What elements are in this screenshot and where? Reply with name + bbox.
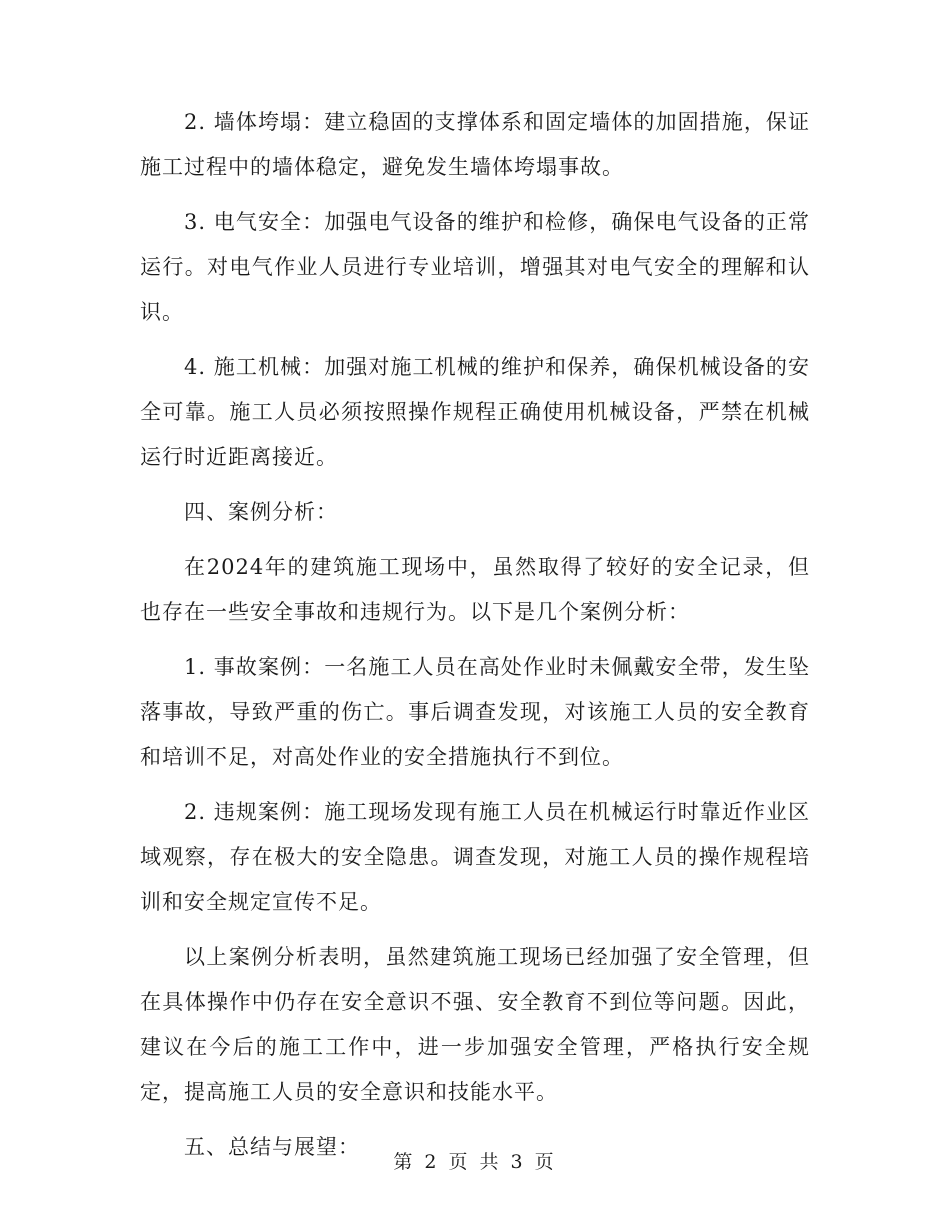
- paragraph-case-intro: 在2024年的建筑施工现场中，虽然取得了较好的安全记录，但也存在一些安全事故和违规行为。以下是几个案例分析：: [140, 555, 810, 624]
- paragraph-violation-case: 2. 违规案例：施工现场发现有施工人员在机械运行时靠近作业区域观察，存在极大的安全隐患。调查发现，对施工人员的操作规程培训和安全规定宣传不足。: [140, 800, 810, 914]
- section-heading-case-analysis: 四、案例分析：: [184, 500, 338, 524]
- paragraph-accident-case: 1. 事故案例：一名施工人员在高处作业时未佩戴安全带，发生坠落事故，导致严重的伤亡。事后调查发现，对该施工人员的安全教育和培训不足，对高处作业的安全措施执行不到位。: [140, 655, 810, 769]
- paragraph-electrical-safety: 3. 电气安全：加强电气设备的维护和检修，确保电气设备的正常运行。对电气作业人员进行专业培训，增强其对电气安全的理解和认识。: [140, 210, 810, 324]
- paragraph-case-conclusion: 以上案例分析表明，虽然建筑施工现场已经加强了安全管理，但在具体操作中仍存在安全意识不强、安全教育不到位等问题。因此，建议在今后的施工工作中，进一步加强安全管理，严格执行安全规定，提高施工人员的安全意识和技能水平。: [140, 945, 810, 1104]
- paragraph-construction-machinery: 4. 施工机械：加强对施工机械的维护和保养，确保机械设备的安全可靠。施工人员必须按照操作规程正确使用机械设备，严禁在机械运行时近距离接近。: [140, 355, 810, 469]
- section-heading-summary: 五、总结与展望：: [184, 1135, 360, 1159]
- paragraph-wall-collapse: 2. 墙体垮塌：建立稳固的支撑体系和固定墙体的加固措施，保证施工过程中的墙体稳定，避免发生墙体垮塌事故。: [140, 110, 810, 179]
- document-body: [140, 100, 810, 1180]
- page-footer: 第 2 页 共 3 页: [393, 1151, 557, 1173]
